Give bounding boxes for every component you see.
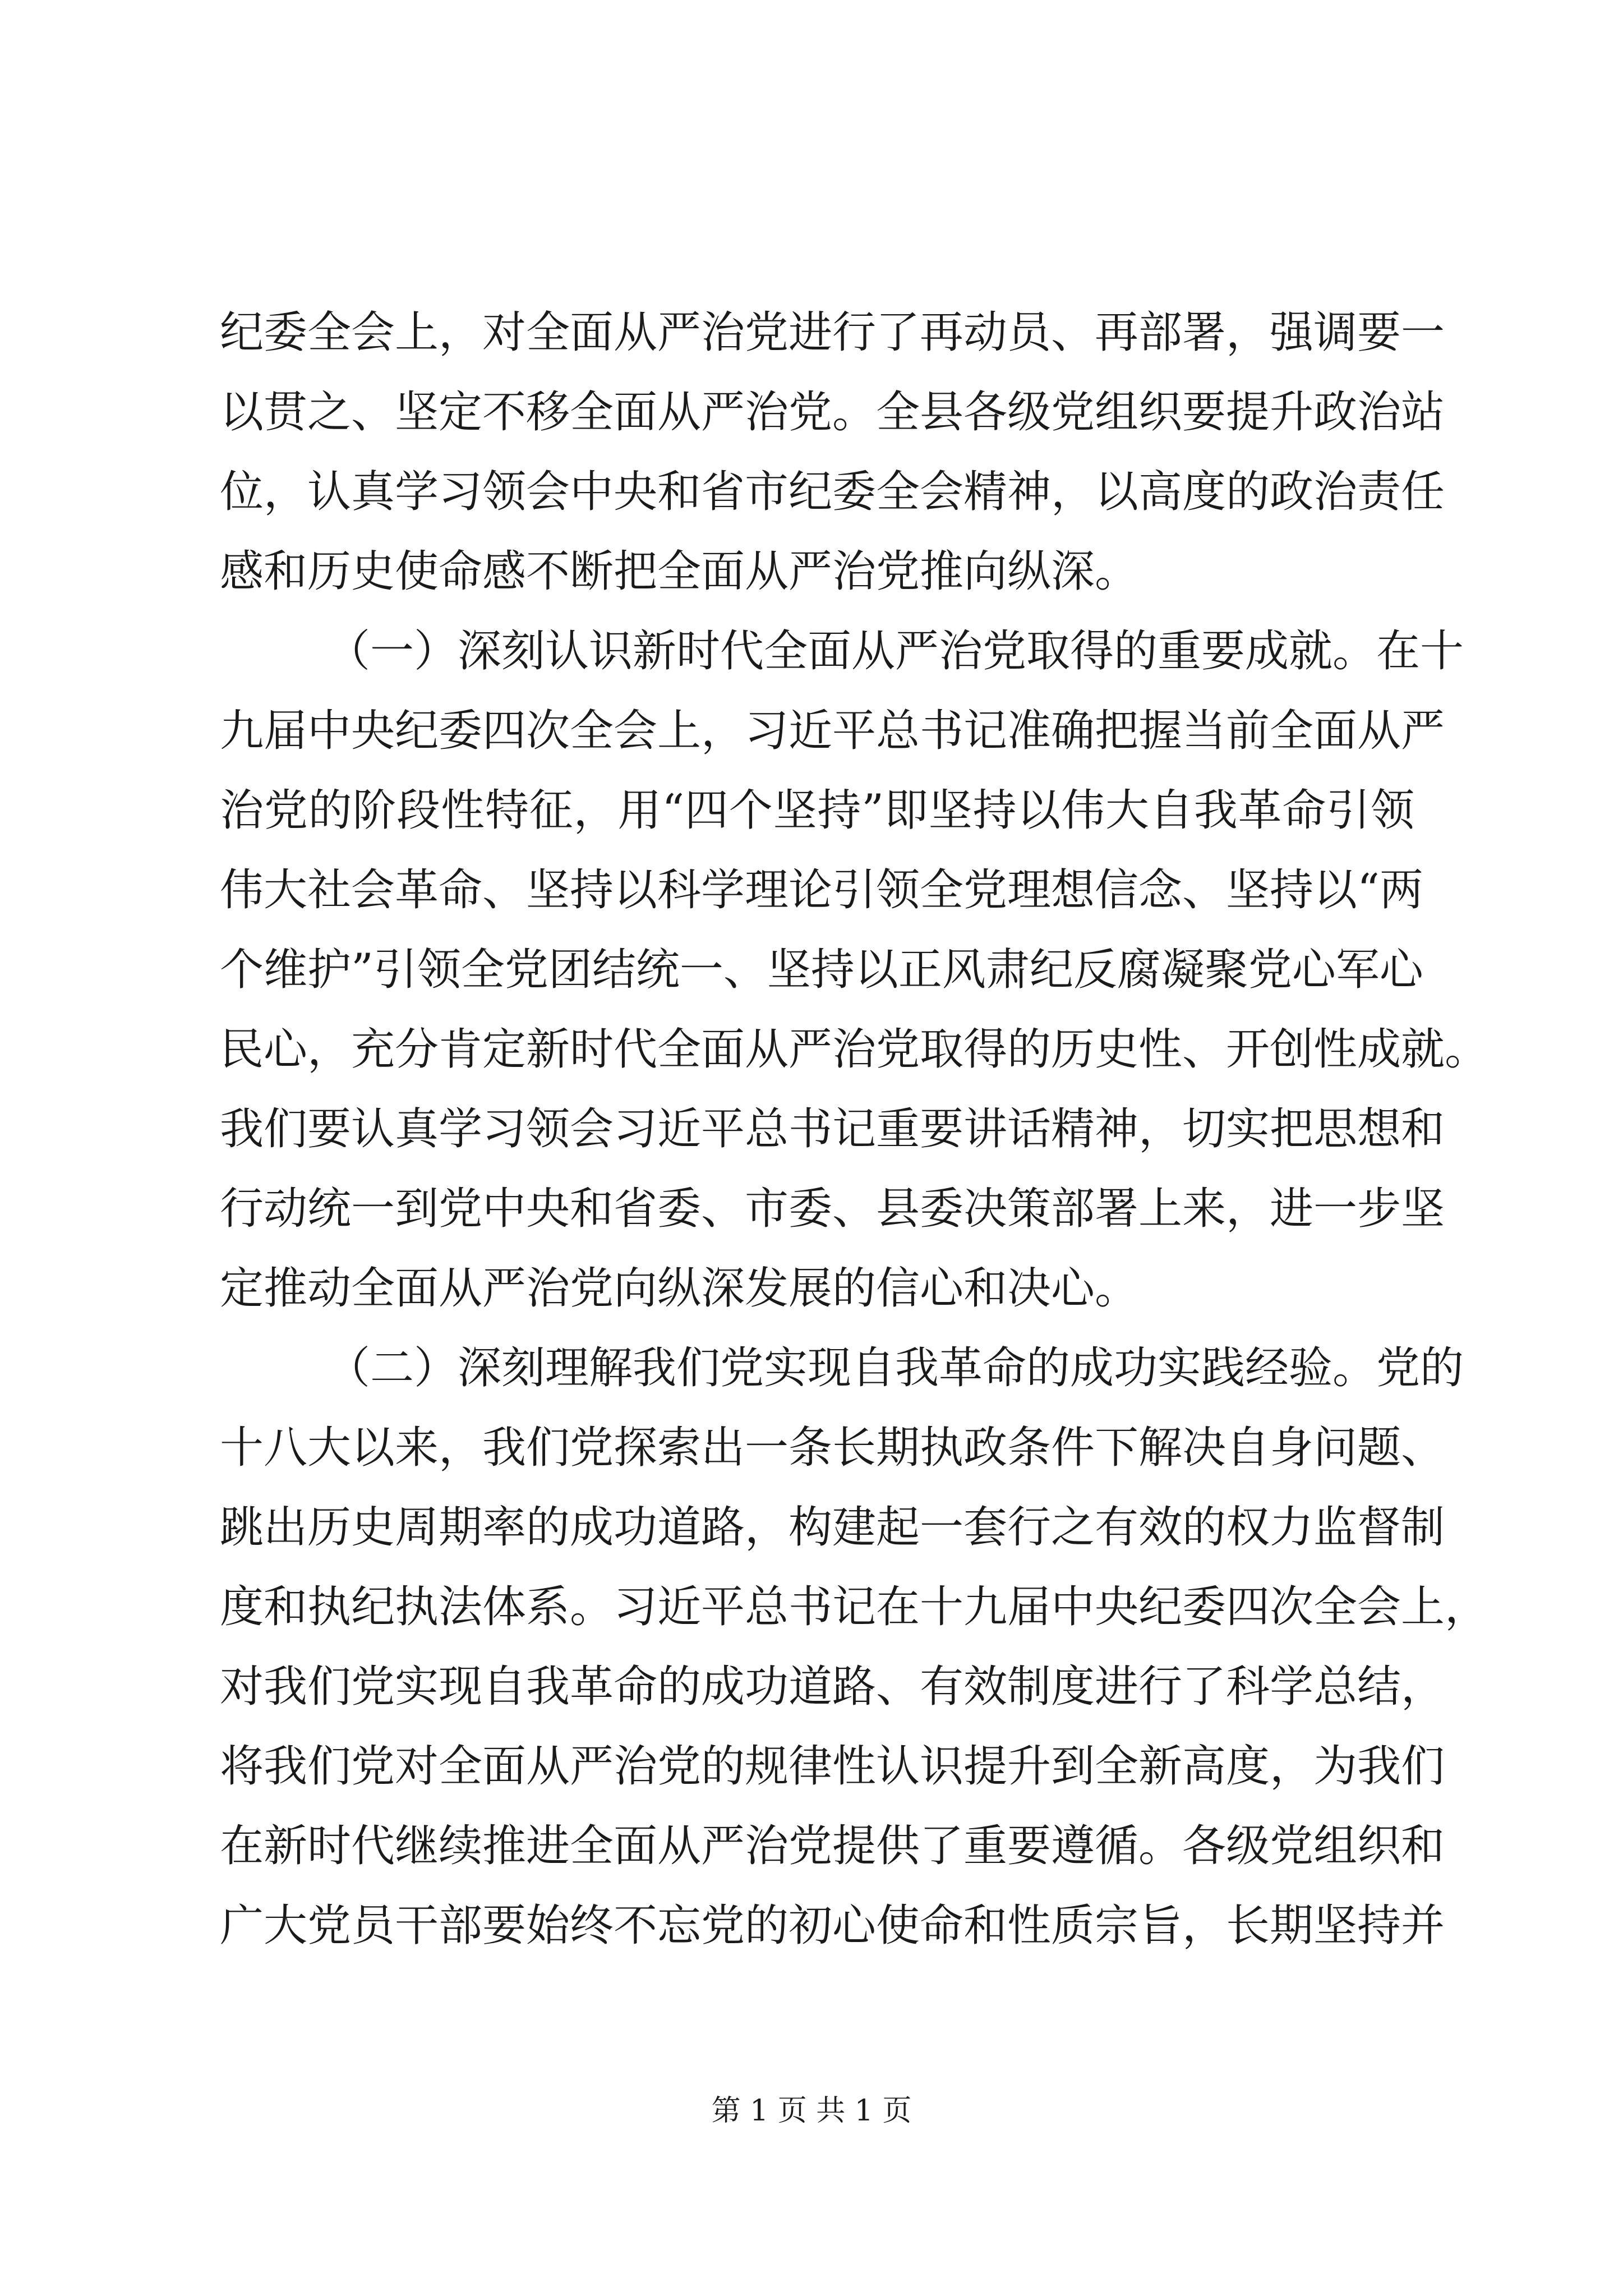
text-line: 度和执纪执法体系。习近平总书记在十九届中央纪委四次全会上， [220, 1582, 1489, 1632]
text-line: 行动统一到党中央和省委、市委、县委决策部署上来，进一步坚 [220, 1184, 1445, 1234]
text-line: 伟大社会革命、坚持以科学理论引领全党理想信念、坚持以“两 [220, 865, 1423, 915]
text-line: 九届中央纪委四次全会上，习近平总书记准确把握当前全面从严 [220, 706, 1445, 756]
text-line: 纪委全会上，对全面从严治党进行了再动员、再部署，强调要一 [220, 307, 1445, 358]
text-line: 位，认真学习领会中央和省市纪委全会精神，以高度的政治责任 [220, 467, 1445, 517]
page-number-label: 第 1 页 共 1 页 [711, 2094, 912, 2128]
text-line: 将我们党对全面从严治党的规律性认识提升到全新高度，为我们 [220, 1741, 1445, 1792]
text-line: 以贯之、坚定不移全面从严治党。全县各级党组织要提升政治站 [220, 387, 1445, 438]
text-line: 在新时代继续推进全面从严治党提供了重要遵循。各级党组织和 [220, 1821, 1445, 1871]
text-line: 十八大以来，我们党探索出一条长期执政条件下解决自身问题、 [220, 1423, 1445, 1473]
text-line: （一）深刻认识新时代全面从严治党取得的重要成就。在十 [326, 626, 1464, 677]
document-body [220, 293, 1489, 1966]
text-line: 民心，充分肯定新时代全面从严治党取得的历史性、开创性成就。 [220, 1024, 1489, 1075]
text-line: 个维护”引领全党团结统一、坚持以正风肃纪反腐凝聚党心军心 [220, 945, 1423, 995]
text-line: 广大党员干部要始终不忘党的初心使命和性质宗旨，长期坚持并 [220, 1901, 1445, 1951]
page-footer [0, 2091, 1623, 2131]
text-line: 对我们党实现自我革命的成功道路、有效制度进行了科学总结， [220, 1662, 1445, 1712]
text-line: 治党的阶段性特征，用“四个坚持”即坚持以伟大自我革命引领 [220, 785, 1414, 836]
text-line: （二）深刻理解我们党实现自我革命的成功实践经验。党的 [326, 1343, 1464, 1393]
text-line: 定推动全面从严治党向纵深发展的信心和决心。 [220, 1263, 1139, 1314]
text-line: 我们要认真学习领会习近平总书记重要讲话精神，切实把思想和 [220, 1104, 1445, 1154]
text-line: 感和历史使命感不断把全面从严治党推向纵深。 [220, 546, 1139, 597]
text-line: 跳出历史周期率的成功道路，构建起一套行之有效的权力监督制 [220, 1502, 1445, 1553]
